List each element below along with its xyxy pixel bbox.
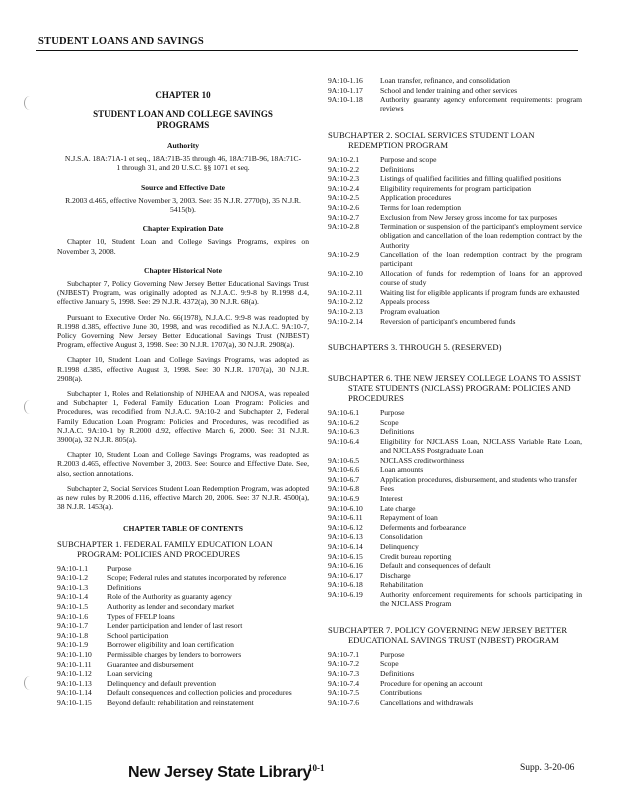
- toc-entry: [328, 317, 582, 326]
- toc-entry-number: 9A:10-1.3: [57, 582, 89, 592]
- toc-entry-number: 9A:10-6.9: [328, 494, 360, 504]
- chapter-title: STUDENT LOAN AND COLLEGE SAVINGS PROGRAMS: [93, 109, 273, 130]
- toc-entry: [57, 640, 309, 649]
- header-rule: [36, 50, 578, 51]
- history-paragraph: Subchapter 2, Social Services Student Loan Redemption Program, was adopted as new rules by R.2006 d.116, effective March 20, 2006. See: 37 N.J.R. 4500(a), 38 N.J.R. 1453(a).: [57, 483, 309, 512]
- toc-entry-label: Eligibility requirements for program participation: [380, 183, 531, 193]
- toc-entry-number: 9A:10-1.1: [57, 563, 89, 573]
- toc-entry-number: 9A:10-2.3: [328, 174, 360, 184]
- toc-entry-number: 9A:10-1.8: [57, 630, 89, 640]
- toc-entry-number: 9A:10-2.8: [328, 222, 360, 232]
- toc-entry: [328, 213, 582, 222]
- toc-entry-label: Permissible charges by lenders to borrowers: [107, 650, 242, 660]
- toc-entry-label: Deferments and forbearance: [380, 522, 467, 532]
- toc-entry-label: Lender participation and lender of last resort: [107, 621, 243, 631]
- toc-entry-number: 9A:10-2.13: [328, 306, 363, 316]
- authority-text: N.J.S.A. 18A:71A-1 et seq., 18A:71B-35 through 46, 18A:71B-96, 18A:71C-1 through 31, and 20 U.S.C. §§ 1071 et seq.: [64, 154, 302, 173]
- toc-entry-number: 9A:10-1.2: [57, 573, 89, 583]
- toc-entry: [57, 592, 309, 601]
- subchapter-1-title: SUBCHAPTER 1. FEDERAL FAMILY EDUCATION LOAN PROGRAM: POLICIES AND PROCEDURES: [57, 538, 273, 559]
- toc-entry: [57, 612, 309, 621]
- toc-entry-number: 9A:10-2.4: [328, 183, 360, 193]
- toc-entry-number: 9A:10-1.4: [57, 592, 89, 602]
- subchapter-3-5-title: SUBCHAPTERS 3. THROUGH 5. (RESERVED): [328, 342, 502, 353]
- subchapter-7-list: [328, 650, 582, 707]
- toc-entry-number: 9A:10-2.6: [328, 202, 360, 212]
- toc-entry-number: 9A:10-1.17: [328, 85, 363, 95]
- toc-entry: [57, 583, 309, 592]
- toc-entry-label: Exclusion from New Jersey gross income for tax purposes: [380, 212, 558, 222]
- toc-entry-label: Beyond default: rehabilitation and reinstatement: [107, 698, 254, 708]
- toc-entry-label: Terms for loan redemption: [380, 202, 462, 212]
- toc-entry: [328, 86, 582, 95]
- toc-entry-number: 9A:10-1.10: [57, 650, 92, 660]
- subchapter-7-title: SUBCHAPTER 7. POLICY GOVERNING NEW JERSEY BETTER EDUCATIONAL SAVINGS TRUST (NJBEST) PROGRAM: [328, 624, 568, 645]
- toc-entry-label: Cancellation of the loan redemption contract by the program participant: [380, 250, 582, 269]
- toc-entry-label: Fees: [380, 484, 394, 494]
- chapter-number: CHAPTER 10: [155, 90, 211, 100]
- toc-entry-number: 9A:10-7.1: [328, 649, 360, 659]
- toc-entry-number: 9A:10-2.10: [328, 268, 363, 278]
- subchapter-2-title: SUBCHAPTER 2. SOCIAL SERVICES STUDENT LOAN REDEMPTION PROGRAM: [328, 129, 535, 150]
- toc-entry-label: Types of FFELP loans: [107, 611, 175, 621]
- toc-entry: [57, 573, 309, 582]
- supplement-date: Supp. 3-20-06: [520, 763, 575, 773]
- authority-heading: Authority: [166, 141, 200, 150]
- toc-entry: [328, 494, 582, 503]
- toc-entry-number: 9A:10-2.11: [328, 287, 363, 297]
- toc-entry-label: Credit bureau reporting: [380, 551, 452, 561]
- toc-entry: [328, 427, 582, 436]
- toc-entry-label: NJCLASS creditworthiness: [380, 455, 465, 465]
- toc-entry-label: Consolidation: [380, 532, 423, 542]
- toc-entry-label: Default consequences and collection policies and procedures: [107, 688, 292, 698]
- toc-entry: [328, 650, 582, 659]
- toc-entry: [328, 408, 582, 417]
- subchapter-1-list: [57, 564, 309, 708]
- toc-entry-label: Role of the Authority as guaranty agency: [107, 592, 232, 602]
- toc-entry-label: Contributions: [380, 688, 422, 698]
- toc-entry: [57, 602, 309, 611]
- source-heading: Source and Effective Date: [140, 182, 225, 192]
- toc-entry: [328, 580, 582, 589]
- toc-entry-label: Default and consequences of default: [380, 561, 491, 571]
- toc-entry-number: 9A:10-1.15: [57, 698, 92, 708]
- toc-entry: [328, 561, 582, 570]
- toc-entry-label: Loan transfer, refinance, and consolidation: [380, 76, 511, 85]
- toc-entry-number: 9A:10-1.5: [57, 602, 89, 612]
- toc-entry-label: Scope: [380, 417, 399, 427]
- toc-entry: [328, 698, 582, 707]
- toc-entry: [328, 250, 582, 268]
- toc-entry-label: Rehabilitation: [380, 580, 424, 590]
- toc-entry: [328, 475, 582, 484]
- toc-entry-label: Procedure for opening an account: [380, 678, 483, 688]
- toc-entry: [328, 659, 582, 668]
- toc-entry: [328, 165, 582, 174]
- toc-entry-label: Scope; Federal rules and statutes incorporated by reference: [107, 573, 287, 583]
- toc-entry-label: Purpose: [107, 563, 132, 573]
- toc-entry-number: 9A:10-6.16: [328, 561, 363, 571]
- toc-entry-number: 9A:10-6.14: [328, 542, 363, 552]
- toc-entry-number: 9A:10-6.7: [328, 474, 360, 484]
- toc-entry: [328, 269, 582, 287]
- toc-entry-number: 9A:10-7.4: [328, 678, 360, 688]
- toc-entry-label: Repayment of loan: [380, 513, 438, 523]
- toc-entry-number: 9A:10-1.13: [57, 678, 92, 688]
- toc-entry: [328, 465, 582, 474]
- history-paragraph: Subchapter 1, Roles and Relationship of NJHEAA and NJOSA, was repealed and Subchapter 1, Federal Family Education Loan Program: Policies and Procedures, was recodified from N.J.A.C. 9A:10-2 and Subchapter 2, Federal Family Education Loan Program: Policies and Procedures, was recodified as N.J.A.C. 9A:10-1 by R.2000 d.92, effective March 6, 2000. See: 31 N.J.R. 3900(a), 32 N.J.R. 805(a).: [57, 389, 309, 445]
- toc-entry-number: 9A:10-6.17: [328, 570, 363, 580]
- toc-entry-number: 9A:10-6.6: [328, 465, 360, 475]
- toc-entry-number: 9A:10-2.9: [328, 250, 360, 260]
- expiration-text: Chapter 10, Student Loan and College Savings Programs, expires on November 3, 2008.: [57, 237, 309, 256]
- library-watermark: New Jersey State Library: [128, 764, 312, 781]
- toc-entry: [328, 174, 582, 183]
- toc-entry-number: 9A:10-1.16: [328, 76, 363, 85]
- toc-entry-label: School participation: [107, 630, 169, 640]
- toc-entry-label: Guarantee and disbursement: [107, 659, 194, 669]
- toc-entry-label: Cancellations and withdrawals: [380, 697, 474, 707]
- toc-entry-number: 9A:10-6.1: [328, 408, 360, 418]
- toc-entry: [328, 184, 582, 193]
- toc-entry-label: Definitions: [380, 668, 415, 678]
- toc-entry-label: School and lender training and other services: [380, 85, 518, 95]
- toc-entry: [328, 532, 582, 541]
- toc-entry: [328, 437, 582, 455]
- toc-entry: [57, 621, 309, 630]
- page-number: 10-1: [308, 763, 325, 773]
- toc-entry-number: 9A:10-2.14: [328, 316, 363, 326]
- toc-entry-number: 9A:10-2.1: [328, 154, 360, 164]
- toc-entry-number: 9A:10-6.13: [328, 532, 363, 542]
- toc-entry: [328, 203, 582, 212]
- toc-entry: [57, 688, 309, 697]
- toc-entry-number: 9A:10-2.5: [328, 193, 360, 203]
- toc-entry-label: Authority enforcement requirements for schools participating in the NJCLASS Program: [380, 590, 582, 609]
- toc-heading: CHAPTER TABLE OF CONTENTS: [123, 523, 243, 533]
- subchapter-2-list: [328, 155, 582, 326]
- toc-entry-label: Allocation of funds for redemption of loans for an approved course of study: [380, 268, 582, 288]
- toc-entry: [57, 631, 309, 640]
- toc-entry: [57, 564, 309, 573]
- toc-entry-label: Authority guaranty agency enforcement requirements: program reviews: [380, 95, 582, 114]
- toc-entry-label: Definitions: [107, 582, 142, 592]
- toc-entry: [328, 513, 582, 522]
- toc-entry: [57, 650, 309, 659]
- toc-entry: [328, 688, 582, 697]
- toc-entry-number: 9A:10-1.7: [57, 621, 89, 631]
- toc-entry: [328, 155, 582, 164]
- toc-entry-number: 9A:10-6.19: [328, 590, 363, 599]
- toc-entry-label: Interest: [380, 494, 403, 504]
- toc-entry-label: Reversion of participant's encumbered funds: [380, 316, 516, 326]
- toc-entry: [328, 307, 582, 316]
- toc-entry-label: Purpose: [380, 649, 405, 659]
- toc-entry: [328, 523, 582, 532]
- toc-entry-label: Discharge: [380, 570, 411, 580]
- toc-entry: [328, 542, 582, 551]
- toc-entry-label: Delinquency and default prevention: [107, 678, 217, 688]
- toc-entry-label: Purpose: [380, 408, 405, 418]
- toc-entry-label: Eligibility for NJCLASS Loan, NJCLASS Variable Rate Loan, and NJCLASS Postgraduate Loan: [380, 436, 582, 456]
- right-column: [328, 76, 582, 707]
- subchapter-1-list-continued: [328, 76, 582, 114]
- toc-entry-number: 9A:10-6.4: [328, 436, 360, 446]
- toc-entry-number: 9A:10-2.7: [328, 212, 360, 222]
- margin-binding-mark: [24, 96, 36, 110]
- history-paragraph: Pursuant to Executive Order No. 66(1978), N.J.A.C. 9:9-8 was readopted by R.1998 d.385, effective June 30, 1998, and was recodified as N.J.A.C. 9A:10-7, Policy Governing New Jersey Better Educational Savings Trust (NJBEST) Program, effective August 3, 1998. See: 30 N.J.R. 1707(a), 30 N.J.R. 2908(a).: [57, 312, 309, 350]
- toc-entry: [328, 76, 582, 85]
- toc-entry: [328, 95, 582, 113]
- toc-entry-label: Scope: [380, 659, 399, 669]
- toc-entry-label: Waiting list for eligible applicants if program funds are exhausted: [380, 287, 580, 297]
- left-column: [57, 84, 309, 708]
- history-heading: Chapter Historical Note: [144, 265, 222, 275]
- subchapter-6-list: [328, 408, 582, 608]
- toc-entry: [328, 193, 582, 202]
- toc-entry-label: Loan amounts: [380, 465, 424, 475]
- margin-binding-mark: [24, 400, 36, 414]
- history-paragraph: Chapter 10, Student Loan and College Savings Programs, was adopted as R.1998 d.385, effective August 3, 1998. See: 30 N.J.R. 1707(a), 30 N.J.R. 2908(a).: [57, 355, 309, 383]
- toc-entry-number: 9A:10-6.15: [328, 551, 363, 561]
- toc-entry-label: Delinquency: [380, 542, 419, 552]
- toc-entry: [328, 552, 582, 561]
- toc-entry: [328, 288, 582, 297]
- toc-entry-label: Appeals process: [380, 297, 430, 307]
- toc-entry-label: Loan servicing: [107, 669, 153, 679]
- toc-entry-number: 9A:10-2.2: [328, 164, 360, 174]
- toc-entry-label: Termination or suspension of the participant's employment service obligation and cancellation of the loan redemption contract by the Authority: [380, 222, 582, 250]
- toc-entry: [57, 698, 309, 707]
- running-head: STUDENT LOANS AND SAVINGS: [38, 36, 204, 47]
- toc-entry: [328, 222, 582, 250]
- toc-entry-number: 9A:10-1.18: [328, 95, 363, 105]
- toc-entry-number: 9A:10-1.12: [57, 669, 92, 679]
- toc-entry-number: 9A:10-6.10: [328, 503, 363, 513]
- toc-entry-label: Program evaluation: [380, 306, 440, 316]
- toc-entry: [328, 418, 582, 427]
- toc-entry-number: 9A:10-2.12: [328, 297, 363, 307]
- toc-entry: [328, 679, 582, 688]
- toc-entry: [328, 297, 582, 306]
- expiration-heading: Chapter Expiration Date: [142, 224, 224, 234]
- margin-binding-mark: [24, 676, 36, 690]
- history-paragraph: Subchapter 7, Policy Governing New Jersey Better Educational Savings Trust (NJBEST) Program, was originally adopted as N.J.A.C. 9:9-8 by R.1998 d.4, effective January 5, 1998. See: 29 N.J.R. 4372(a), 30 N.J.R. 68(a).: [57, 279, 309, 307]
- subchapter-6-title: SUBCHAPTER 6. THE NEW JERSEY COLLEGE LOANS TO ASSIST STATE STUDENTS (NJCLASS) PROGRAM: POLICIES AND PROCEDURES: [328, 373, 581, 404]
- toc-entry-label: Borrower eligibility and loan certification: [107, 640, 234, 650]
- toc-entry-number: 9A:10-1.9: [57, 640, 89, 650]
- toc-entry-label: Listings of qualified facilities and filling qualified positions: [380, 174, 562, 184]
- toc-entry-number: 9A:10-6.2: [328, 417, 360, 427]
- toc-entry-number: 9A:10-6.12: [328, 522, 363, 532]
- toc-entry: [328, 571, 582, 580]
- toc-entry-number: 9A:10-7.6: [328, 697, 360, 707]
- toc-entry: [328, 504, 582, 513]
- history-paragraph: Chapter 10, Student Loan and College Savings Programs, was readopted as R.2003 d.465, effective November 3, 2003. See: Source and Effective Date. See, also, section annotations.: [57, 450, 309, 478]
- toc-entry: [57, 679, 309, 688]
- toc-entry: [57, 669, 309, 678]
- toc-entry-number: 9A:10-6.18: [328, 580, 363, 590]
- toc-entry-label: Application procedures, disbursement, and students who transfer: [380, 474, 577, 484]
- toc-entry: [328, 456, 582, 465]
- toc-entry-number: 9A:10-7.5: [328, 688, 360, 698]
- toc-entry-label: Application procedures: [380, 193, 452, 203]
- toc-entry-number: 9A:10-6.11: [328, 513, 363, 523]
- toc-entry-label: Late charge: [380, 503, 416, 513]
- toc-entry-number: 9A:10-1.14: [57, 688, 92, 698]
- toc-entry: [328, 590, 582, 608]
- toc-entry-label: Definitions: [380, 427, 415, 437]
- source-text: R.2003 d.465, effective November 3, 2003. See: 35 N.J.R. 2770(b), 35 N.J.R. 5415(b).: [65, 195, 301, 215]
- toc-entry-number: 9A:10-6.8: [328, 484, 360, 494]
- toc-entry: [328, 669, 582, 678]
- toc-entry-label: Purpose and scope: [380, 154, 437, 164]
- toc-entry-number: 9A:10-1.6: [57, 611, 89, 621]
- toc-entry-number: 9A:10-7.2: [328, 659, 360, 669]
- toc-entry-number: 9A:10-7.3: [328, 668, 360, 678]
- toc-entry-label: Definitions: [380, 164, 415, 174]
- toc-entry-number: 9A:10-1.11: [57, 659, 92, 669]
- toc-entry-label: Authority as lender and secondary market: [107, 602, 235, 612]
- toc-entry: [57, 660, 309, 669]
- toc-entry-number: 9A:10-6.3: [328, 427, 360, 437]
- toc-entry: [328, 484, 582, 493]
- toc-entry-number: 9A:10-6.5: [328, 455, 360, 465]
